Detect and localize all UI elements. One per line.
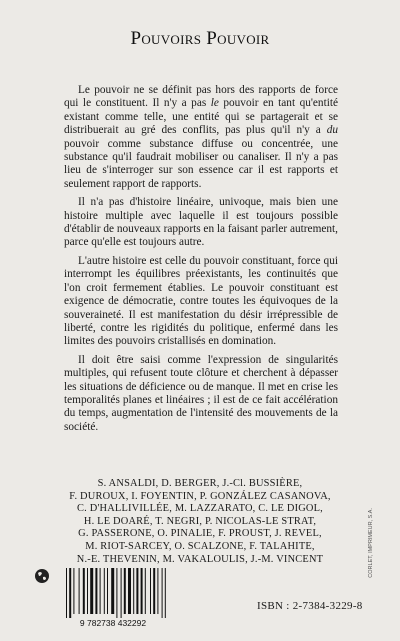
author-line: G. PASSERONE, O. PINALIE, F. PROUST, J. REVEL, <box>78 528 322 540</box>
barcode-bar <box>141 568 143 614</box>
barcode-bar <box>145 568 146 614</box>
author-line: F. DUROUX, I. FOYENTIN, P. GONZÁLEZ CASANOVA, <box>69 490 331 502</box>
author-line: M. RIOT-SARCEY, O. SCALZONE, F. TALAHITE, <box>85 540 315 552</box>
barcode-bar <box>116 568 117 618</box>
barcode-bar <box>83 568 85 614</box>
paragraph-1-text-a: Le pouvoir ne se définit pas hors des rapports de force qui le constituent. Il n'y a pas <box>64 84 338 110</box>
book-title: Pouvoirs Pouvoir <box>130 28 270 49</box>
paragraph-4: Il doit être saisi comme l'expression de singularités multiples, qui refusent toute clôture et cherchent à dépasser les situations de déficience ou de manque. Il met en crise les temporalités planes et linéaires ; il est de ce fait accélération du temps, augmentation de l'intensité des mouvements de la société. <box>64 353 338 433</box>
emphasis-du: du <box>326 124 338 137</box>
author-list <box>50 478 350 566</box>
barcode-bar <box>87 568 88 614</box>
barcode-bar <box>104 568 105 614</box>
blurb <box>64 84 338 439</box>
printer-credit: CORLET, IMPRIMEUR, S.A. <box>368 508 374 578</box>
barcode-bar <box>165 568 166 618</box>
barcode <box>58 566 168 628</box>
barcode-bar <box>121 568 122 618</box>
barcode-bar <box>136 568 138 614</box>
barcode-bar <box>66 568 67 618</box>
paragraph-1-text-b: pouvoir en tant qu'entité existant comme telle, une entité qui se partagerait et se distribuerait au gré des conflits, pas plus qu'il n'y a <box>64 97 339 137</box>
isbn: ISBN : 2-7384-3229-8 <box>257 600 363 612</box>
paragraph-1 <box>64 84 338 191</box>
author-line: S. ANSALDI, D. BERGER, J.-Cl. BUSSIÈRE, <box>97 478 303 489</box>
emphasis-le: le <box>210 97 219 110</box>
barcode-bar <box>90 568 93 614</box>
barcode-bar <box>95 568 97 614</box>
paragraph-1-text-c: pouvoir comme substance diffuse ou concentrée, une substance qu'il faudrait mobiliser ou canaliser. Il n'y a pas lieu de s'interroger sur son essence car il est rapports et seulement rapport de rapports. <box>64 137 338 190</box>
globe-icon <box>34 568 50 584</box>
barcode-bar <box>128 568 131 614</box>
barcode-bar <box>100 568 101 614</box>
barcode-bar <box>107 568 108 614</box>
paragraph-2: Il n'a pas d'histoire linéaire, univoque, mais bien une histoire multiple avec laquelle il est toujours possible d'établir de nouveaux rapports en la faisant parler autrement, parce qu'elle est toujours autre. <box>64 196 338 249</box>
barcode-bar <box>133 568 134 614</box>
author-line: C. D'HALLIVILLÉE, M. LAZZARATO, C. LE DIGOL, <box>77 503 323 515</box>
barcode-number: 9 782738 432292 <box>79 618 147 628</box>
barcode-bar <box>111 568 114 614</box>
author-line: H. LE DOARÉ, T. NEGRI, P. NICOLAS-LE STRAT, <box>83 515 317 527</box>
barcode-bar <box>150 568 151 614</box>
barcode-bar <box>162 568 163 618</box>
barcode-bar <box>124 568 126 614</box>
author-line: N.-E. THEVENIN, M. VAKALOULIS, J.-M. VINCENT <box>76 553 324 565</box>
paragraph-3: L'autre histoire est celle du pouvoir constituant, force qui interrompt les équilibres préexistants, les continuités que l'on croit fermement établies. Le pouvoir constituant est exigence de démocratie, contre toutes les équivoques de la souveraineté. Il est manifestation du désir irrépressible de liberté, contre les rigidités du politique, enfermé dans les limites des pouvoirs cristallisés en domination. <box>64 254 338 348</box>
barcode-bar <box>73 568 74 614</box>
barcode-bar <box>79 568 80 614</box>
barcode-bar <box>69 568 71 618</box>
barcode-bar <box>153 568 155 614</box>
barcode-bar <box>157 568 158 614</box>
